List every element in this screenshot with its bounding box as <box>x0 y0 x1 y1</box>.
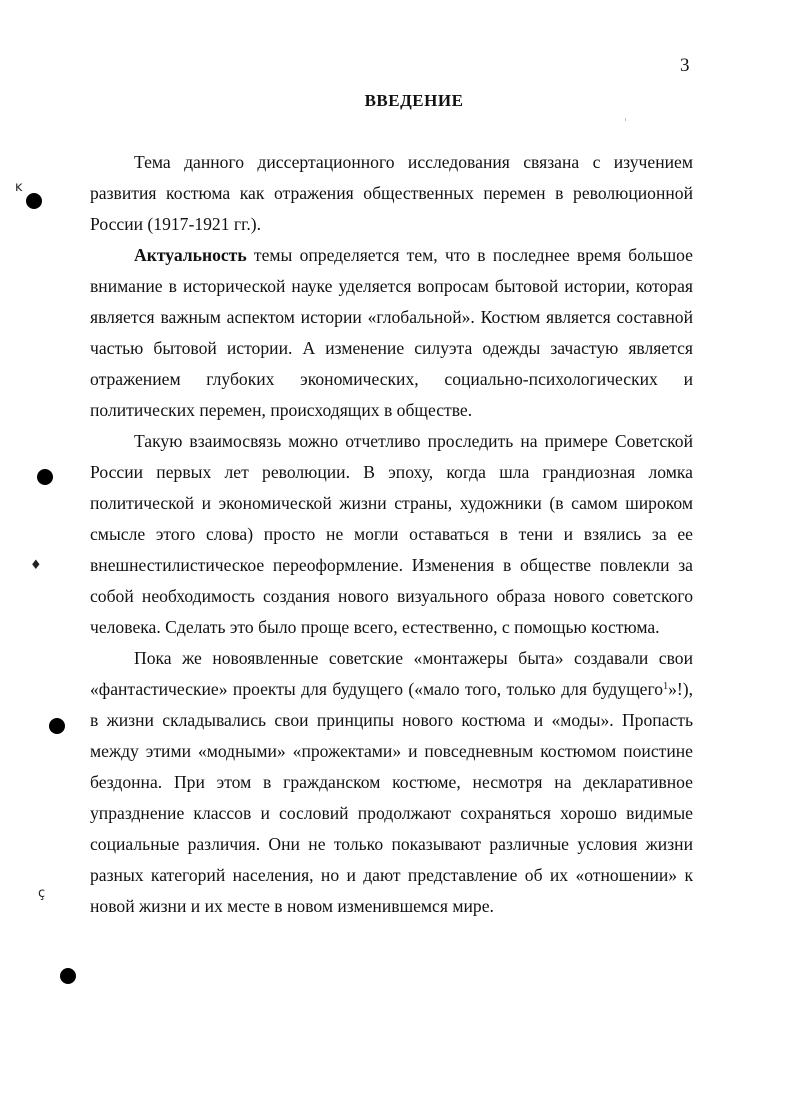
paragraph-2-text: темы определяется тем, что в последнее время большое внимание в исторической науке уделяется вопросам бытовой истории, которая является важным аспектом истории «глобальной». Костюм является составной частью бытовой истории. А изменение силуэта одежды зачастую является отражением глубоких экономических, социально-психологических и политических перемен, происходящих в обществе. <box>90 245 693 420</box>
scan-mark-icon: ç <box>38 886 46 901</box>
paragraph-1 <box>90 147 693 240</box>
paragraph-3-text: Такую взаимосвязь можно отчетливо проследить на примере Советской России первых лет революции. В эпоху, когда шла грандиозная ломка политической и экономической жизни страны, художники (в самом широком смысле этого слова) просто не могли оставаться в тени и взялись за ее внешнестилистическое переоформление. Изменения в обществе повлекли за собой необходимость создания нового визуального образа нового советского человека. Сделать это было проще всего, естественно, с помощью костюма. <box>90 431 693 637</box>
paragraph-4 <box>90 643 693 922</box>
footnote-marker: 1 <box>663 681 669 692</box>
paragraph-4-text-before: Пока же новоявленные советские «монтажеры быта» создавали свои «фантастические» проекты для будущего («мало того, только для будущего <box>90 648 693 699</box>
scan-mark-icon: ĸ <box>15 180 23 195</box>
paragraph-4-text-after: »!), в жизни складывались свои принципы нового костюма и «моды». Пропасть между этими «модными» «прожектами» и повседневным костюмом поистине бездонна. При этом в гражданском костюме, несмотря на декларативное упразднение классов и сословий продолжают сохраняться хорошо видимые социальные различия. Они не только показывают различные условия жизни разных категорий населения, но и дают представление об их «отношении» к новой жизни и их месте в новом изменившемся мире. <box>90 679 693 916</box>
scan-artifact <box>625 118 626 121</box>
page-title: ВВЕДЕНИЕ <box>364 91 464 110</box>
punch-hole-icon <box>60 968 76 984</box>
paragraph-2-lead: Актуальность <box>134 245 247 265</box>
body-text <box>90 147 693 922</box>
punch-hole-icon <box>26 193 42 209</box>
paragraph-2 <box>90 240 693 426</box>
punch-hole-icon <box>37 469 53 485</box>
paragraph-1-text: Тема данного диссертационного исследования связана с изучением развития костюма как отражения общественных перемен в революционной России (1917-1921 гг.). <box>90 152 693 234</box>
page-number: 3 <box>680 55 690 76</box>
paragraph-3 <box>90 426 693 643</box>
scan-mark-icon: ♦ <box>30 558 42 573</box>
punch-hole-icon <box>49 718 65 734</box>
